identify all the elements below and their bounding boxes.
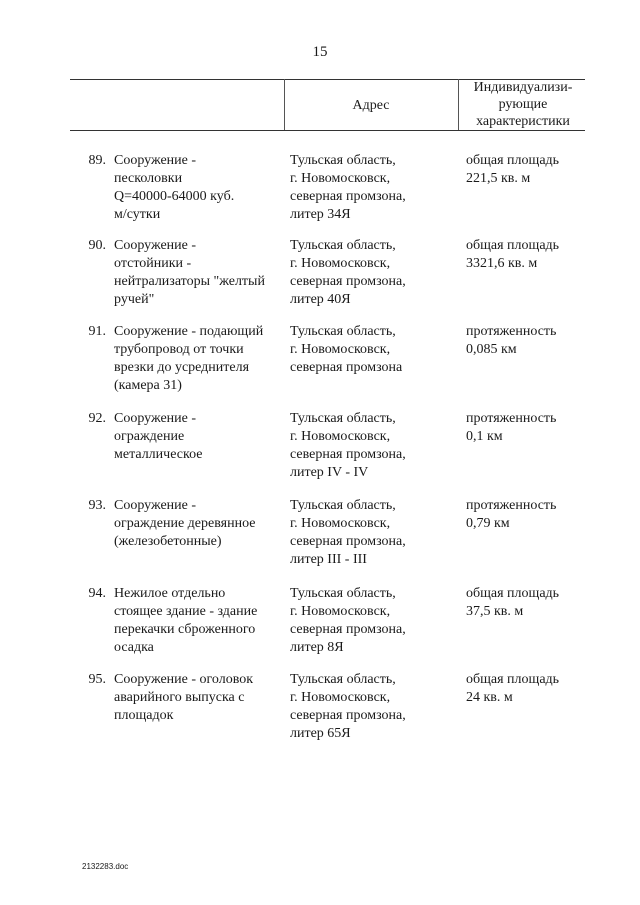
row-number: 92. [88,411,106,426]
object-address: Тульская область, г. Новомосковск, северная промзона [290,324,403,375]
object-name: Сооружение - ограждение металлическое [114,411,203,462]
page-number: 15 [312,44,328,60]
object-characteristics: протяженность 0,79 км [466,498,557,531]
object-address: Тульская область, г. Новомосковск, северная промзона, литер 40Я [290,238,406,307]
object-name: Сооружение - ограждение деревянное (железобетонные) [114,498,256,549]
document-filename: 2132283.doc [82,862,129,871]
column-divider-1 [284,79,285,130]
object-characteristics: общая площадь 221,5 кв. м [466,153,560,186]
object-name: Нежилое отдельно стоящее здание - здание перекачки сброженного осадка [114,586,258,655]
object-characteristics: общая площадь 37,5 кв. м [466,586,560,619]
object-name: Сооружение - оголовок аварийного выпуска с площадок [114,672,254,723]
row-number: 95. [88,672,106,687]
object-name: Сооружение - отстойники - нейтрализаторы "желтый ручей" [114,238,265,307]
object-address: Тульская область, г. Новомосковск, северная промзона, литер 34Я [290,153,406,222]
object-characteristics: протяженность 0,085 км [466,324,557,357]
row-number: 91. [88,324,106,339]
column-divider-2 [458,79,459,130]
header-address: Адрес [352,98,390,113]
table-header-rule [70,130,585,131]
object-address: Тульская область, г. Новомосковск, северная промзона, литер III - III [290,498,406,567]
row-number: 89. [88,153,106,168]
row-number: 90. [88,238,106,253]
object-characteristics: общая площадь 3321,6 кв. м [466,238,560,271]
object-characteristics: протяженность 0,1 км [466,411,557,444]
object-address: Тульская область, г. Новомосковск, северная промзона, литер IV - IV [290,411,406,480]
row-number: 93. [88,498,106,513]
header-characteristics: Индивидуализи- рующие характеристики [473,80,573,129]
object-address: Тульская область, г. Новомосковск, северная промзона, литер 8Я [290,586,406,655]
row-number: 94. [88,586,106,601]
object-name: Сооружение - подающий трубопровод от точки врезки до усреднителя (камера 31) [114,324,264,393]
object-characteristics: общая площадь 24 кв. м [466,672,560,705]
object-name: Сооружение - песколовки Q=40000-64000 куб. м/сутки [114,153,235,222]
object-address: Тульская область, г. Новомосковск, северная промзона, литер 65Я [290,672,406,741]
